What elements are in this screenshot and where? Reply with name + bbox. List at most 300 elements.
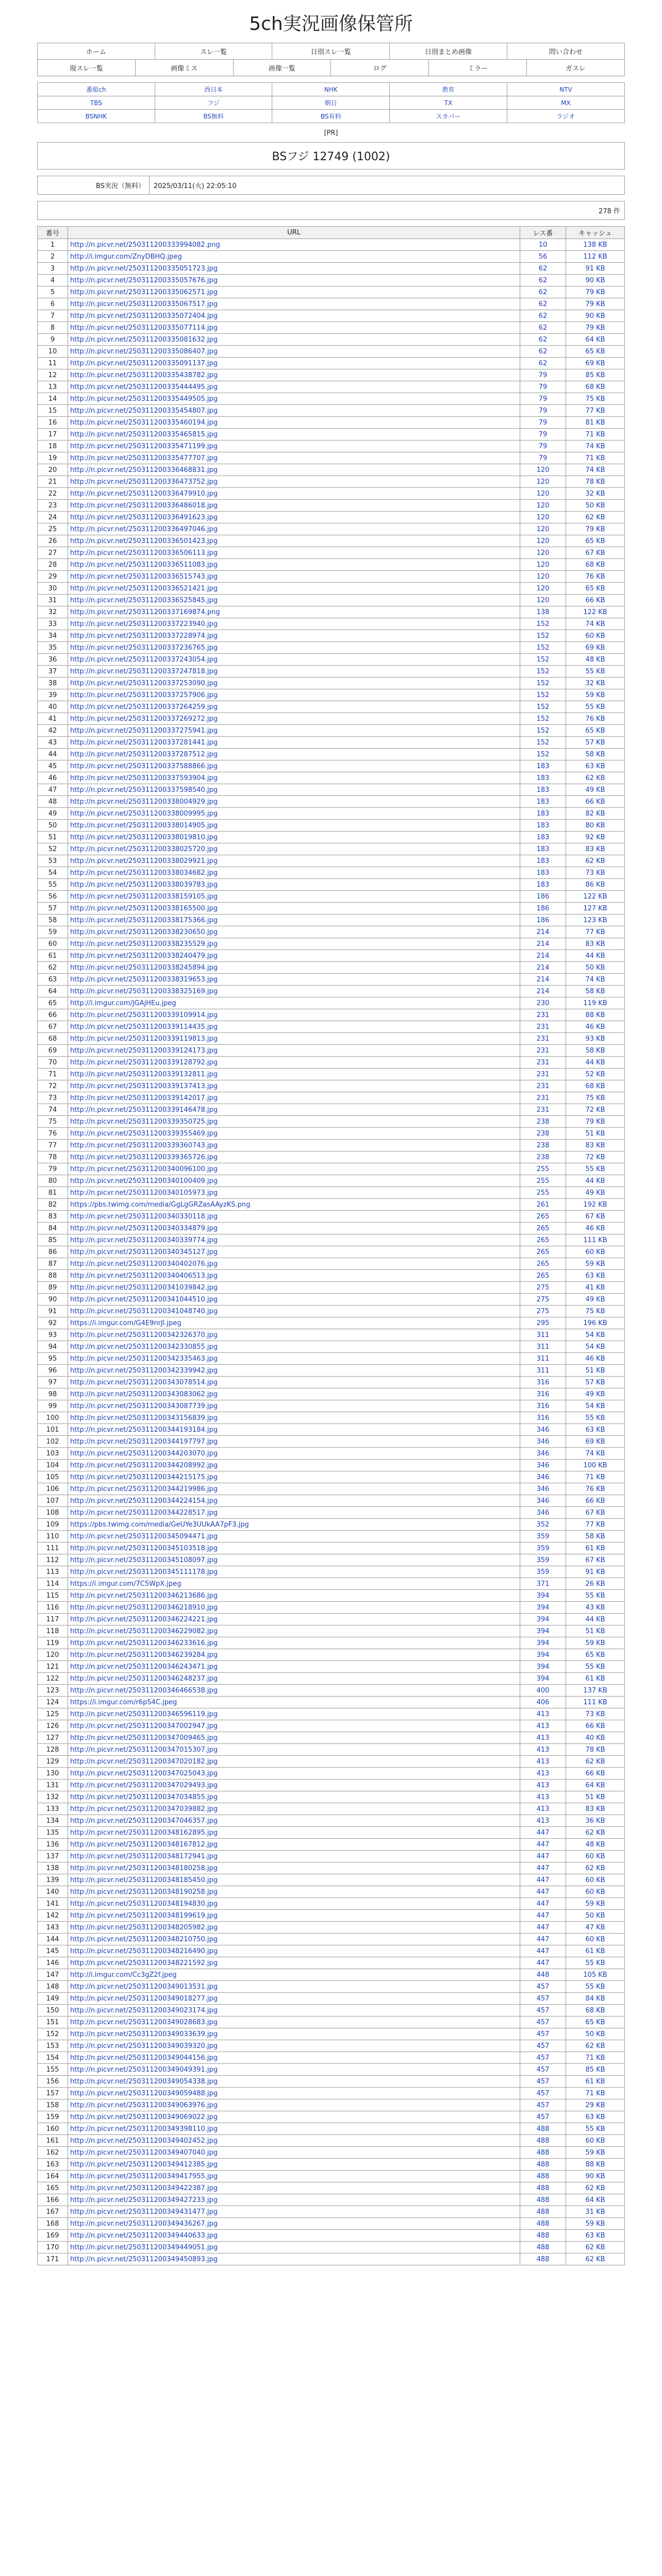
row-res-number-link[interactable]: 183 bbox=[536, 880, 550, 889]
row-url-link[interactable]: http://n.picvr.net/250311200335460194.jpg bbox=[70, 418, 218, 427]
row-cache-link[interactable]: 85 KB bbox=[585, 2065, 605, 2074]
row-url-link[interactable]: http://n.picvr.net/250311200342339942.jpg bbox=[70, 1366, 218, 1375]
row-url-link[interactable]: http://i.imgur.com/Cc3gZ2f.jpeg bbox=[70, 1971, 177, 1979]
row-res-number-link[interactable]: 457 bbox=[536, 2113, 550, 2121]
row-url-link[interactable]: http://n.picvr.net/250311200336501423.jpg bbox=[70, 537, 218, 545]
row-res-number-link[interactable]: 238 bbox=[536, 1153, 550, 1161]
row-url-link[interactable]: http://n.picvr.net/250311200348185450.jpg bbox=[70, 1876, 218, 1884]
row-cache-link[interactable]: 67 KB bbox=[585, 1556, 605, 1564]
row-res-number-link[interactable]: 183 bbox=[536, 762, 550, 770]
row-url-link[interactable]: http://n.picvr.net/250311200336479910.jpg bbox=[70, 489, 218, 498]
row-url-link[interactable]: http://n.picvr.net/250311200346243471.jpg bbox=[70, 1663, 218, 1671]
row-res-number-link[interactable]: 394 bbox=[536, 1663, 550, 1671]
row-cache-link[interactable]: 93 KB bbox=[585, 1035, 605, 1043]
row-cache-link[interactable]: 85 KB bbox=[585, 371, 605, 379]
row-res-number-link[interactable]: 457 bbox=[536, 2030, 550, 2038]
row-url-link[interactable]: http://i.imgur.com/JGAjHEu.jpeg bbox=[70, 999, 176, 1007]
row-cache-link[interactable]: 63 KB bbox=[585, 1426, 605, 1434]
row-res-number-link[interactable]: 231 bbox=[536, 1094, 550, 1102]
row-cache-link[interactable]: 76 KB bbox=[585, 715, 605, 723]
row-cache-link[interactable]: 86 KB bbox=[585, 880, 605, 889]
row-url-link[interactable]: http://n.picvr.net/250311200337253090.jpg bbox=[70, 679, 218, 687]
row-url-link[interactable]: http://n.picvr.net/250311200340334879.jpg bbox=[70, 1224, 218, 1232]
row-res-number-link[interactable]: 447 bbox=[536, 1911, 550, 1920]
row-cache-link[interactable]: 49 KB bbox=[585, 1390, 605, 1398]
row-url-link[interactable]: http://n.picvr.net/250311200349440633.jpg bbox=[70, 2231, 218, 2240]
row-cache-link[interactable]: 79 KB bbox=[585, 300, 605, 308]
row-res-number-link[interactable]: 79 bbox=[538, 406, 548, 415]
row-cache-link[interactable]: 69 KB bbox=[585, 359, 605, 367]
row-cache-link[interactable]: 54 KB bbox=[585, 1343, 605, 1351]
row-res-number-link[interactable]: 214 bbox=[536, 963, 550, 972]
row-res-number-link[interactable]: 346 bbox=[536, 1449, 550, 1458]
row-cache-link[interactable]: 61 KB bbox=[585, 2077, 605, 2086]
row-cache-link[interactable]: 74 KB bbox=[585, 975, 605, 984]
row-url-link[interactable]: http://n.picvr.net/250311200349059488.jpg bbox=[70, 2089, 218, 2097]
row-url-link[interactable]: http://n.picvr.net/250311200335081632.jpg bbox=[70, 335, 218, 344]
row-res-number-link[interactable]: 152 bbox=[536, 691, 550, 699]
row-res-number-link[interactable]: 394 bbox=[536, 1603, 550, 1612]
row-cache-link[interactable]: 60 KB bbox=[585, 632, 605, 640]
row-res-number-link[interactable]: 183 bbox=[536, 798, 550, 806]
row-res-number-link[interactable]: 457 bbox=[536, 2101, 550, 2109]
row-res-number-link[interactable]: 275 bbox=[536, 1307, 550, 1315]
row-cache-link[interactable]: 32 KB bbox=[585, 679, 605, 687]
row-res-number-link[interactable]: 79 bbox=[538, 442, 548, 450]
row-url-link[interactable]: http://n.picvr.net/250311200342330855.jpg bbox=[70, 1343, 218, 1351]
row-url-link[interactable]: http://n.picvr.net/250311200339109914.jpg bbox=[70, 1011, 218, 1019]
row-cache-link[interactable]: 75 KB bbox=[585, 1307, 605, 1315]
row-url-link[interactable]: http://n.picvr.net/250311200338034682.jpg bbox=[70, 869, 218, 877]
row-url-link[interactable]: http://n.picvr.net/250311200349028683.jpg bbox=[70, 2018, 218, 2026]
row-res-number-link[interactable]: 231 bbox=[536, 1106, 550, 1114]
row-res-number-link[interactable]: 413 bbox=[536, 1769, 550, 1777]
nav-link[interactable]: 現スレ一覧 bbox=[69, 65, 103, 73]
row-cache-link[interactable]: 48 KB bbox=[585, 1840, 605, 1849]
row-cache-link[interactable]: 65 KB bbox=[585, 726, 605, 735]
row-res-number-link[interactable]: 346 bbox=[536, 1473, 550, 1481]
row-res-number-link[interactable]: 62 bbox=[538, 264, 548, 273]
row-res-number-link[interactable]: 214 bbox=[536, 940, 550, 948]
row-res-number-link[interactable]: 183 bbox=[536, 821, 550, 829]
row-url-link[interactable]: http://n.picvr.net/250311200337228974.jpg bbox=[70, 632, 218, 640]
row-cache-link[interactable]: 90 KB bbox=[585, 2172, 605, 2180]
row-url-link[interactable]: http://n.picvr.net/250311200347034855.jpg bbox=[70, 1793, 218, 1801]
row-cache-link[interactable]: 69 KB bbox=[585, 643, 605, 652]
row-res-number-link[interactable]: 152 bbox=[536, 750, 550, 758]
row-cache-link[interactable]: 88 KB bbox=[585, 1011, 605, 1019]
row-cache-link[interactable]: 55 KB bbox=[585, 703, 605, 711]
row-cache-link[interactable]: 32 KB bbox=[585, 489, 605, 498]
row-url-link[interactable]: http://n.picvr.net/250311200348172941.jpg bbox=[70, 1852, 218, 1860]
row-cache-link[interactable]: 119 KB bbox=[583, 999, 607, 1007]
row-url-link[interactable]: http://n.picvr.net/250311200348205982.jpg bbox=[70, 1923, 218, 1931]
row-url-link[interactable]: http://n.picvr.net/250311200348199619.jpg bbox=[70, 1911, 218, 1920]
row-res-number-link[interactable]: 265 bbox=[536, 1248, 550, 1256]
row-url-link[interactable]: http://n.picvr.net/250311200349033639.jpg bbox=[70, 2030, 218, 2038]
row-url-link[interactable]: http://n.picvr.net/250311200338019810.jpg bbox=[70, 833, 218, 841]
row-res-number-link[interactable]: 265 bbox=[536, 1272, 550, 1280]
row-url-link[interactable]: http://n.picvr.net/250311200337269272.jpg bbox=[70, 715, 218, 723]
row-res-number-link[interactable]: 152 bbox=[536, 620, 550, 628]
row-url-link[interactable]: http://n.picvr.net/250311200346248237.jpg bbox=[70, 1674, 218, 1683]
row-res-number-link[interactable]: 120 bbox=[536, 466, 550, 474]
row-cache-link[interactable]: 71 KB bbox=[585, 1473, 605, 1481]
row-url-link[interactable]: http://n.picvr.net/250311200349422387.jpg bbox=[70, 2184, 218, 2192]
row-res-number-link[interactable]: 359 bbox=[536, 1544, 550, 1552]
row-url-link[interactable]: http://n.picvr.net/250311200344228517.jpg bbox=[70, 1509, 218, 1517]
row-res-number-link[interactable]: 394 bbox=[536, 1639, 550, 1647]
row-cache-link[interactable]: 40 KB bbox=[585, 1734, 605, 1742]
row-cache-link[interactable]: 76 KB bbox=[585, 1485, 605, 1493]
row-url-link[interactable]: http://n.picvr.net/250311200338029921.jpg bbox=[70, 857, 218, 865]
row-res-number-link[interactable]: 138 bbox=[536, 608, 550, 616]
row-url-link[interactable]: http://n.picvr.net/250311200335454807.jpg bbox=[70, 406, 218, 415]
row-cache-link[interactable]: 63 KB bbox=[585, 2231, 605, 2240]
row-cache-link[interactable]: 65 KB bbox=[585, 1651, 605, 1659]
row-cache-link[interactable]: 68 KB bbox=[585, 2006, 605, 2014]
row-res-number-link[interactable]: 413 bbox=[536, 1734, 550, 1742]
row-url-link[interactable]: http://n.picvr.net/250311200348210750.jpg bbox=[70, 1935, 218, 1943]
row-url-link[interactable]: http://n.picvr.net/250311200335477707.jpg bbox=[70, 454, 218, 462]
row-url-link[interactable]: http://n.picvr.net/250311200336486018.jpg bbox=[70, 501, 218, 510]
row-cache-link[interactable]: 61 KB bbox=[585, 1544, 605, 1552]
channel-link[interactable]: フジ bbox=[207, 99, 220, 107]
row-res-number-link[interactable]: 457 bbox=[536, 2065, 550, 2074]
row-res-number-link[interactable]: 488 bbox=[536, 2172, 550, 2180]
row-cache-link[interactable]: 52 KB bbox=[585, 1070, 605, 1078]
row-cache-link[interactable]: 55 KB bbox=[585, 1591, 605, 1600]
row-url-link[interactable]: http://n.picvr.net/250311200340345127.jpg bbox=[70, 1248, 218, 1256]
row-cache-link[interactable]: 41 KB bbox=[585, 1283, 605, 1292]
row-res-number-link[interactable]: 10 bbox=[538, 241, 548, 249]
row-cache-link[interactable]: 67 KB bbox=[585, 549, 605, 557]
row-url-link[interactable]: http://n.picvr.net/250311200336468831.jpg bbox=[70, 466, 218, 474]
row-res-number-link[interactable]: 120 bbox=[536, 513, 550, 521]
row-res-number-link[interactable]: 394 bbox=[536, 1591, 550, 1600]
row-res-number-link[interactable]: 152 bbox=[536, 726, 550, 735]
row-cache-link[interactable]: 71 KB bbox=[585, 2089, 605, 2097]
row-res-number-link[interactable]: 447 bbox=[536, 1959, 550, 1967]
row-url-link[interactable]: http://n.picvr.net/250311200348180258.jpg bbox=[70, 1864, 218, 1872]
row-res-number-link[interactable]: 152 bbox=[536, 643, 550, 652]
row-res-number-link[interactable]: 359 bbox=[536, 1556, 550, 1564]
row-res-number-link[interactable]: 120 bbox=[536, 561, 550, 569]
row-res-number-link[interactable]: 346 bbox=[536, 1437, 550, 1446]
row-url-link[interactable]: http://n.picvr.net/250311200343083062.jpg bbox=[70, 1390, 218, 1398]
row-res-number-link[interactable]: 120 bbox=[536, 501, 550, 510]
row-res-number-link[interactable]: 261 bbox=[536, 1200, 550, 1209]
row-url-link[interactable]: http://n.picvr.net/250311200348190258.jpg bbox=[70, 1888, 218, 1896]
row-res-number-link[interactable]: 152 bbox=[536, 679, 550, 687]
row-res-number-link[interactable]: 295 bbox=[536, 1319, 550, 1327]
row-res-number-link[interactable]: 79 bbox=[538, 454, 548, 462]
nav-link[interactable]: 日別まとめ画像 bbox=[425, 48, 472, 56]
row-url-link[interactable]: http://n.picvr.net/250311200347039882.jpg bbox=[70, 1805, 218, 1813]
row-cache-link[interactable]: 74 KB bbox=[585, 1449, 605, 1458]
row-cache-link[interactable]: 66 KB bbox=[585, 596, 605, 604]
row-cache-link[interactable]: 58 KB bbox=[585, 987, 605, 995]
row-url-link[interactable]: http://n.picvr.net/250311200335438782.jpg bbox=[70, 371, 218, 379]
row-res-number-link[interactable]: 186 bbox=[536, 904, 550, 912]
row-cache-link[interactable]: 60 KB bbox=[585, 1852, 605, 1860]
row-res-number-link[interactable]: 488 bbox=[536, 2243, 550, 2251]
row-res-number-link[interactable]: 447 bbox=[536, 1876, 550, 1884]
row-cache-link[interactable]: 65 KB bbox=[585, 2018, 605, 2026]
row-url-link[interactable]: http://n.picvr.net/250311200336515743.jpg bbox=[70, 572, 218, 581]
row-cache-link[interactable]: 55 KB bbox=[585, 667, 605, 675]
row-cache-link[interactable]: 83 KB bbox=[585, 940, 605, 948]
row-url-link[interactable]: http://n.picvr.net/250311200336521421.jpg bbox=[70, 584, 218, 592]
row-cache-link[interactable]: 61 KB bbox=[585, 1947, 605, 1955]
row-url-link[interactable]: http://n.picvr.net/250311200339114435.jpg bbox=[70, 1023, 218, 1031]
row-cache-link[interactable]: 58 KB bbox=[585, 1046, 605, 1055]
row-cache-link[interactable]: 127 KB bbox=[583, 904, 607, 912]
channel-link[interactable]: 番組ch bbox=[86, 86, 106, 93]
row-url-link[interactable]: http://n.picvr.net/250311200345094471.jpg bbox=[70, 1532, 218, 1540]
channel-link[interactable]: BS有料 bbox=[320, 113, 341, 120]
row-url-link[interactable]: http://n.picvr.net/250311200338159105.jpg bbox=[70, 892, 218, 901]
row-url-link[interactable]: http://n.picvr.net/250311200338025720.jpg bbox=[70, 845, 218, 853]
row-res-number-link[interactable]: 120 bbox=[536, 478, 550, 486]
row-cache-link[interactable]: 63 KB bbox=[585, 2113, 605, 2121]
row-url-link[interactable]: http://n.picvr.net/250311200339350725.jpg bbox=[70, 1117, 218, 1126]
row-res-number-link[interactable]: 152 bbox=[536, 703, 550, 711]
channel-link[interactable]: TX bbox=[444, 99, 453, 107]
row-res-number-link[interactable]: 316 bbox=[536, 1402, 550, 1410]
row-res-number-link[interactable]: 214 bbox=[536, 987, 550, 995]
row-res-number-link[interactable]: 120 bbox=[536, 596, 550, 604]
row-cache-link[interactable]: 77 KB bbox=[585, 1520, 605, 1529]
row-url-link[interactable]: http://n.picvr.net/250311200339132811.jpg bbox=[70, 1070, 218, 1078]
nav-link[interactable]: ミラー bbox=[467, 65, 488, 73]
row-url-link[interactable]: http://n.picvr.net/250311200335471199.jpg bbox=[70, 442, 218, 450]
row-cache-link[interactable]: 80 KB bbox=[585, 821, 605, 829]
row-url-link[interactable]: http://n.picvr.net/250311200344224154.jpg bbox=[70, 1497, 218, 1505]
row-res-number-link[interactable]: 120 bbox=[536, 537, 550, 545]
row-res-number-link[interactable]: 265 bbox=[536, 1236, 550, 1244]
row-cache-link[interactable]: 57 KB bbox=[585, 738, 605, 747]
row-res-number-link[interactable]: 316 bbox=[536, 1378, 550, 1386]
row-res-number-link[interactable]: 231 bbox=[536, 1046, 550, 1055]
row-url-link[interactable]: http://n.picvr.net/250311200349402452.jpg bbox=[70, 2137, 218, 2145]
row-cache-link[interactable]: 43 KB bbox=[585, 1603, 605, 1612]
row-res-number-link[interactable]: 488 bbox=[536, 2137, 550, 2145]
row-cache-link[interactable]: 47 KB bbox=[585, 1923, 605, 1931]
row-url-link[interactable]: http://n.picvr.net/250311200338235529.jpg bbox=[70, 940, 218, 948]
row-cache-link[interactable]: 81 KB bbox=[585, 418, 605, 427]
row-res-number-link[interactable]: 311 bbox=[536, 1354, 550, 1363]
row-cache-link[interactable]: 64 KB bbox=[585, 335, 605, 344]
row-url-link[interactable]: http://n.picvr.net/250311200340330118.jpg bbox=[70, 1212, 218, 1221]
row-url-link[interactable]: https://pbs.twimg.com/media/GeUYe3UUkAA7pF3.jpg bbox=[70, 1520, 249, 1529]
row-url-link[interactable]: http://n.picvr.net/250311200346224221.jpg bbox=[70, 1615, 218, 1623]
row-cache-link[interactable]: 72 KB bbox=[585, 1153, 605, 1161]
row-url-link[interactable]: http://n.picvr.net/250311200335444495.jpg bbox=[70, 383, 218, 391]
row-cache-link[interactable]: 54 KB bbox=[585, 1402, 605, 1410]
row-url-link[interactable]: http://n.picvr.net/250311200333994082.png bbox=[70, 241, 220, 249]
row-res-number-link[interactable]: 447 bbox=[536, 1864, 550, 1872]
row-url-link[interactable]: http://n.picvr.net/250311200349436267.jpg bbox=[70, 2219, 218, 2228]
channel-link[interactable]: MX bbox=[561, 99, 571, 107]
row-cache-link[interactable]: 50 KB bbox=[585, 2030, 605, 2038]
row-url-link[interactable]: http://n.picvr.net/250311200343078514.jpg bbox=[70, 1378, 218, 1386]
row-url-link[interactable]: http://n.picvr.net/250311200349049391.jpg bbox=[70, 2065, 218, 2074]
row-url-link[interactable]: https://pbs.twimg.com/media/GgLgGRZasAAyzKS.png bbox=[70, 1200, 251, 1209]
row-res-number-link[interactable]: 457 bbox=[536, 2077, 550, 2086]
row-cache-link[interactable]: 46 KB bbox=[585, 1224, 605, 1232]
row-cache-link[interactable]: 65 KB bbox=[585, 584, 605, 592]
row-res-number-link[interactable]: 231 bbox=[536, 1011, 550, 1019]
row-cache-link[interactable]: 50 KB bbox=[585, 963, 605, 972]
row-url-link[interactable]: http://n.picvr.net/250311200336473752.jpg bbox=[70, 478, 218, 486]
row-res-number-link[interactable]: 447 bbox=[536, 1923, 550, 1931]
row-cache-link[interactable]: 36 KB bbox=[585, 1817, 605, 1825]
row-url-link[interactable]: http://n.picvr.net/250311200336506113.jpg bbox=[70, 549, 218, 557]
row-res-number-link[interactable]: 413 bbox=[536, 1722, 550, 1730]
row-cache-link[interactable]: 67 KB bbox=[585, 1509, 605, 1517]
row-url-link[interactable]: http://n.picvr.net/250311200335067517.jpg bbox=[70, 300, 218, 308]
row-cache-link[interactable]: 60 KB bbox=[585, 1935, 605, 1943]
row-res-number-link[interactable]: 457 bbox=[536, 2042, 550, 2050]
row-cache-link[interactable]: 44 KB bbox=[585, 1058, 605, 1066]
row-url-link[interactable]: http://n.picvr.net/250311200339124173.jpg bbox=[70, 1046, 218, 1055]
row-res-number-link[interactable]: 400 bbox=[536, 1686, 550, 1694]
row-res-number-link[interactable]: 265 bbox=[536, 1212, 550, 1221]
row-res-number-link[interactable]: 120 bbox=[536, 489, 550, 498]
row-res-number-link[interactable]: 152 bbox=[536, 655, 550, 664]
row-res-number-link[interactable]: 346 bbox=[536, 1461, 550, 1469]
row-cache-link[interactable]: 46 KB bbox=[585, 1354, 605, 1363]
row-res-number-link[interactable]: 316 bbox=[536, 1414, 550, 1422]
row-res-number-link[interactable]: 62 bbox=[538, 359, 548, 367]
row-url-link[interactable]: http://n.picvr.net/250311200340406513.jpg bbox=[70, 1272, 218, 1280]
row-url-link[interactable]: http://n.picvr.net/250311200337275941.jpg bbox=[70, 726, 218, 735]
row-cache-link[interactable]: 51 KB bbox=[585, 1627, 605, 1635]
channel-link[interactable]: 教育 bbox=[442, 86, 455, 93]
row-url-link[interactable]: http://n.picvr.net/250311200335057676.jpg bbox=[70, 276, 218, 284]
row-url-link[interactable]: http://n.picvr.net/250311200341039842.jpg bbox=[70, 1283, 218, 1292]
channel-link[interactable]: NTV bbox=[559, 86, 572, 93]
row-res-number-link[interactable]: 352 bbox=[536, 1520, 550, 1529]
row-url-link[interactable]: http://n.picvr.net/250311200337247818.jpg bbox=[70, 667, 218, 675]
row-cache-link[interactable]: 92 KB bbox=[585, 833, 605, 841]
row-res-number-link[interactable]: 413 bbox=[536, 1757, 550, 1766]
row-cache-link[interactable]: 91 KB bbox=[585, 264, 605, 273]
row-res-number-link[interactable]: 79 bbox=[538, 430, 548, 438]
row-url-link[interactable]: http://n.picvr.net/250311200346218910.jpg bbox=[70, 1603, 218, 1612]
row-res-number-link[interactable]: 316 bbox=[536, 1390, 550, 1398]
row-res-number-link[interactable]: 371 bbox=[536, 1580, 550, 1588]
row-url-link[interactable]: http://n.picvr.net/250311200336491623.jpg bbox=[70, 513, 218, 521]
row-cache-link[interactable]: 26 KB bbox=[585, 1580, 605, 1588]
row-cache-link[interactable]: 83 KB bbox=[585, 845, 605, 853]
row-cache-link[interactable]: 192 KB bbox=[583, 1200, 607, 1209]
row-cache-link[interactable]: 55 KB bbox=[585, 1982, 605, 1991]
row-url-link[interactable]: http://n.picvr.net/250311200338325169.jpg bbox=[70, 987, 218, 995]
row-url-link[interactable]: http://n.picvr.net/250311200339146478.jpg bbox=[70, 1106, 218, 1114]
row-res-number-link[interactable]: 214 bbox=[536, 975, 550, 984]
row-url-link[interactable]: http://n.picvr.net/250311200347025043.jpg bbox=[70, 1769, 218, 1777]
row-url-link[interactable]: http://n.picvr.net/250311200345111178.jpg bbox=[70, 1568, 218, 1576]
row-cache-link[interactable]: 59 KB bbox=[585, 2219, 605, 2228]
row-res-number-link[interactable]: 346 bbox=[536, 1509, 550, 1517]
row-cache-link[interactable]: 51 KB bbox=[585, 1793, 605, 1801]
row-url-link[interactable]: http://n.picvr.net/250311200335465815.jpg bbox=[70, 430, 218, 438]
row-cache-link[interactable]: 83 KB bbox=[585, 1141, 605, 1149]
nav-link[interactable]: 日別スレ一覧 bbox=[310, 48, 351, 56]
row-res-number-link[interactable]: 255 bbox=[536, 1177, 550, 1185]
nav-link[interactable]: ガスレ bbox=[565, 65, 586, 73]
row-cache-link[interactable]: 55 KB bbox=[585, 1165, 605, 1173]
row-res-number-link[interactable]: 79 bbox=[538, 395, 548, 403]
row-url-link[interactable]: http://n.picvr.net/250311200337257906.jpg bbox=[70, 691, 218, 699]
row-cache-link[interactable]: 77 KB bbox=[585, 928, 605, 936]
row-url-link[interactable]: http://n.picvr.net/250311200349407040.jpg bbox=[70, 2148, 218, 2157]
row-cache-link[interactable]: 82 KB bbox=[585, 809, 605, 818]
row-url-link[interactable]: http://n.picvr.net/250311200349039320.jpg bbox=[70, 2042, 218, 2050]
row-cache-link[interactable]: 57 KB bbox=[585, 1378, 605, 1386]
row-res-number-link[interactable]: 238 bbox=[536, 1141, 550, 1149]
row-cache-link[interactable]: 63 KB bbox=[585, 1272, 605, 1280]
row-res-number-link[interactable]: 488 bbox=[536, 2196, 550, 2204]
row-res-number-link[interactable]: 311 bbox=[536, 1331, 550, 1339]
row-url-link[interactable]: http://n.picvr.net/250311200344208992.jpg bbox=[70, 1461, 218, 1469]
row-url-link[interactable]: http://n.picvr.net/250311200338014905.jpg bbox=[70, 821, 218, 829]
row-res-number-link[interactable]: 183 bbox=[536, 857, 550, 865]
row-cache-link[interactable]: 59 KB bbox=[585, 1900, 605, 1908]
row-url-link[interactable]: http://n.picvr.net/250311200343087739.jpg bbox=[70, 1402, 218, 1410]
row-cache-link[interactable]: 79 KB bbox=[585, 525, 605, 533]
row-cache-link[interactable]: 79 KB bbox=[585, 288, 605, 296]
row-cache-link[interactable]: 66 KB bbox=[585, 798, 605, 806]
row-url-link[interactable]: http://n.picvr.net/250311200343156839.jpg bbox=[70, 1414, 218, 1422]
row-res-number-link[interactable]: 413 bbox=[536, 1793, 550, 1801]
row-res-number-link[interactable]: 231 bbox=[536, 1070, 550, 1078]
row-cache-link[interactable]: 55 KB bbox=[585, 1959, 605, 1967]
row-cache-link[interactable]: 58 KB bbox=[585, 750, 605, 758]
row-cache-link[interactable]: 71 KB bbox=[585, 454, 605, 462]
row-cache-link[interactable]: 90 KB bbox=[585, 276, 605, 284]
row-url-link[interactable]: http://n.picvr.net/250311200338165500.jpg bbox=[70, 904, 218, 912]
row-cache-link[interactable]: 62 KB bbox=[585, 2042, 605, 2050]
row-cache-link[interactable]: 49 KB bbox=[585, 786, 605, 794]
row-cache-link[interactable]: 74 KB bbox=[585, 466, 605, 474]
row-res-number-link[interactable]: 120 bbox=[536, 584, 550, 592]
row-url-link[interactable]: http://n.picvr.net/250311200349417955.jpg bbox=[70, 2172, 218, 2180]
row-res-number-link[interactable]: 255 bbox=[536, 1165, 550, 1173]
row-url-link[interactable]: http://n.picvr.net/250311200339119813.jpg bbox=[70, 1035, 218, 1043]
row-cache-link[interactable]: 62 KB bbox=[585, 1864, 605, 1872]
row-res-number-link[interactable]: 265 bbox=[536, 1224, 550, 1232]
row-cache-link[interactable]: 60 KB bbox=[585, 1876, 605, 1884]
row-res-number-link[interactable]: 120 bbox=[536, 549, 550, 557]
row-res-number-link[interactable]: 413 bbox=[536, 1817, 550, 1825]
row-url-link[interactable]: http://n.picvr.net/250311200342326370.jpg bbox=[70, 1331, 218, 1339]
row-res-number-link[interactable]: 447 bbox=[536, 1852, 550, 1860]
row-cache-link[interactable]: 60 KB bbox=[585, 2137, 605, 2145]
nav-link[interactable]: 問い合わせ bbox=[549, 48, 583, 56]
row-res-number-link[interactable]: 152 bbox=[536, 715, 550, 723]
row-url-link[interactable]: http://n.picvr.net/250311200346233616.jpg bbox=[70, 1639, 218, 1647]
row-res-number-link[interactable]: 457 bbox=[536, 2018, 550, 2026]
row-url-link[interactable]: http://n.picvr.net/250311200338245894.jpg bbox=[70, 963, 218, 972]
row-res-number-link[interactable]: 62 bbox=[538, 276, 548, 284]
row-url-link[interactable]: http://n.picvr.net/250311200338175366.jpg bbox=[70, 916, 218, 924]
nav-link[interactable]: ホーム bbox=[86, 48, 106, 56]
row-res-number-link[interactable]: 457 bbox=[536, 2006, 550, 2014]
row-res-number-link[interactable]: 394 bbox=[536, 1615, 550, 1623]
